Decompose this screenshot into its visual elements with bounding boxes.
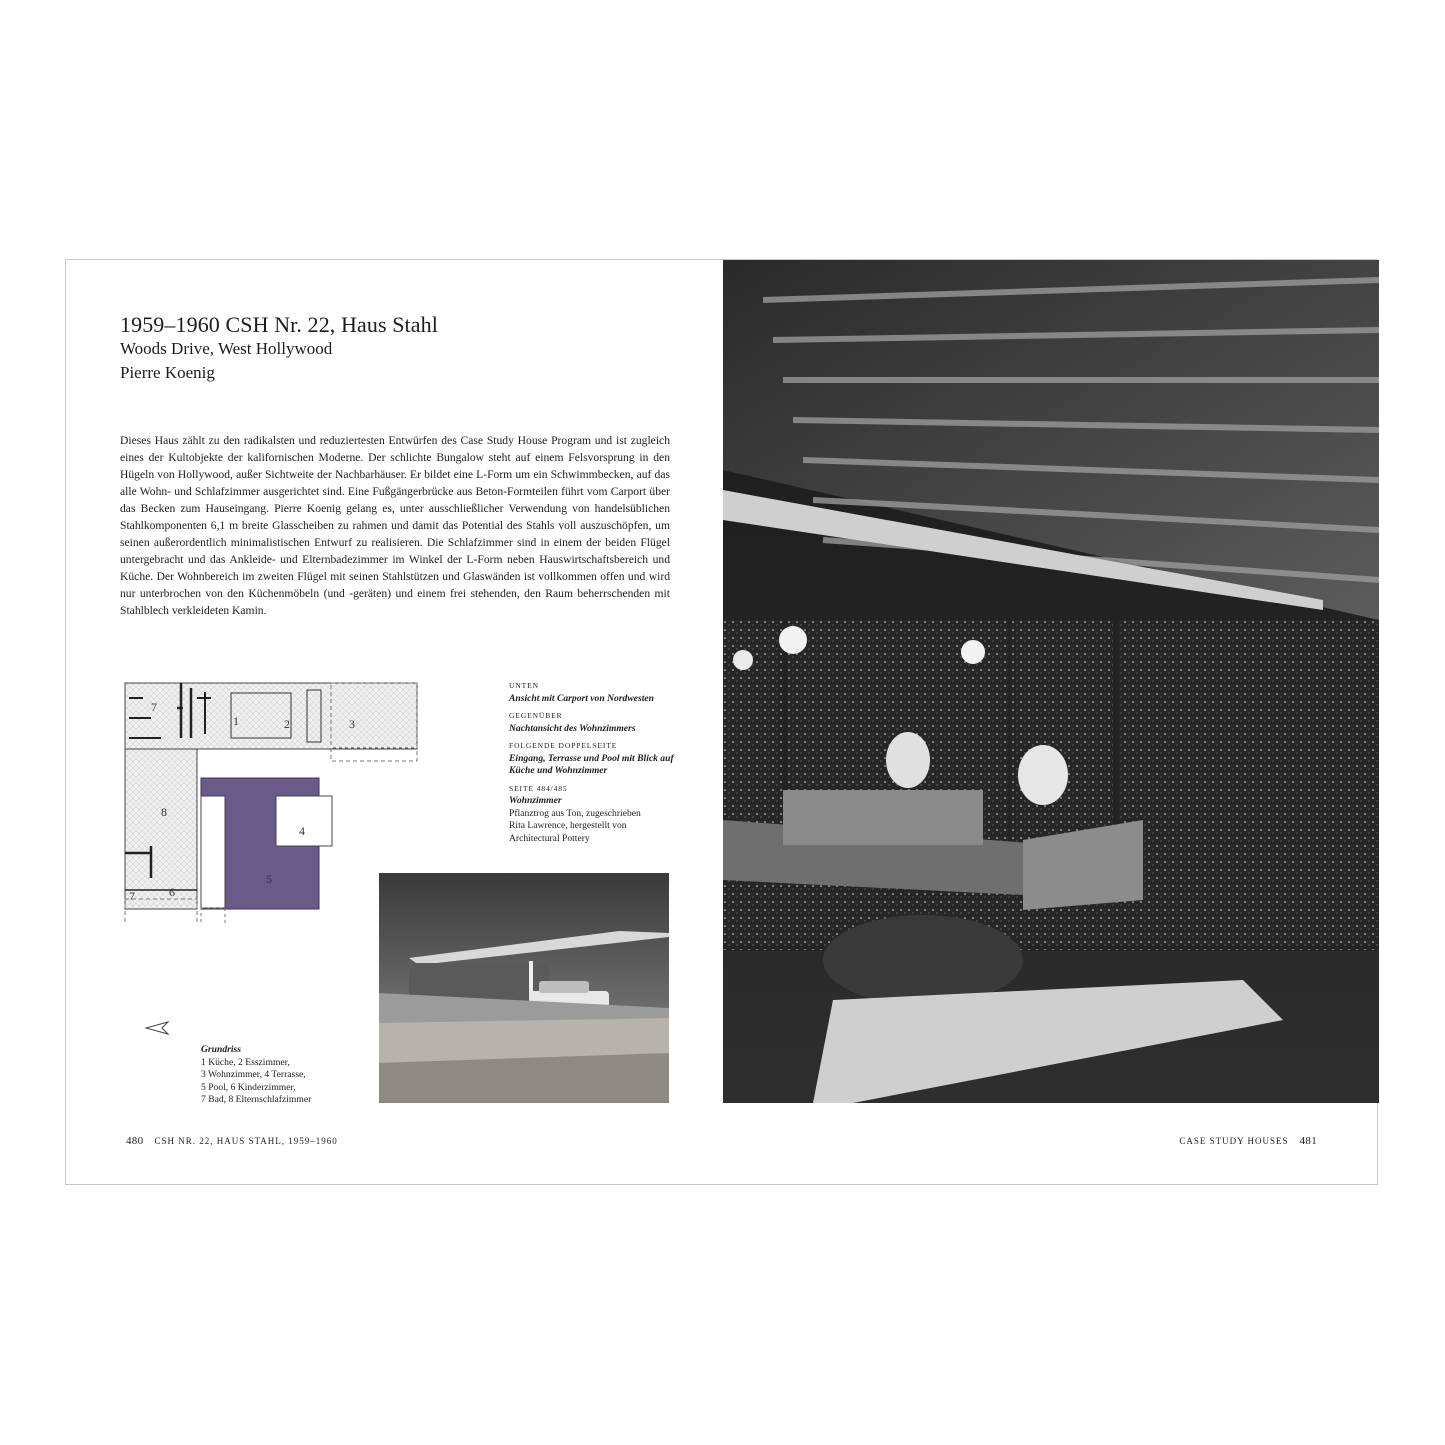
north-arrow-icon [144,1020,170,1036]
caption-text: Ansicht mit Carport von Nordwesten [509,692,654,704]
page-number-left: 480 [126,1135,144,1147]
caption-text: Eingang, Terrasse und Pool mit Blick auf Küche und Wohnzimmer [509,752,674,776]
architect-subtitle: Pierre Koenig [120,363,215,382]
caption-label: GEGENÜBER [509,711,563,720]
svg-text:2: 2 [284,717,290,731]
svg-text:7: 7 [129,889,135,903]
caption-extra-line: Rita Lawrence, hergestellt von [509,820,627,831]
caption-extra-line: Architectural Pottery [509,832,590,844]
svg-text:5: 5 [266,872,272,886]
floorplan-caption-line: 7 Bad, 8 Elternschlafzimmer [201,1094,312,1105]
svg-text:6: 6 [169,885,175,899]
caption-label: FOLGENDE DOPPELSEITE [509,741,618,750]
svg-text:3: 3 [349,717,355,731]
page-title: 1959–1960 CSH Nr. 22, Haus Stahl [120,312,438,337]
carport-photo [379,873,669,1103]
floorplan-caption-line: 5 Pool, 6 Kinderzimmer, [201,1081,296,1093]
caption-text: Wohnzimmer [509,795,562,806]
folio-left [126,1135,338,1147]
floorplan-caption-line: 3 Wohnzimmer, 4 Terrasse, [201,1069,306,1080]
body-paragraph: Dieses Haus zählt zu den radikalsten und reduziertesten Entwürfen des Case Study House Program und ist zugleich eines der Kultobjekte der kalifornischen Moderne. Der schlichte Bungalow steht auf einem Felsvorsprung in den Hügeln von Hollywood, außer Sichtweite der Nachbarhäuser. Er bildet eine L-Form um ein Schwimmbecken, auf das alle Wohn- und Schlafzimmer ausgerichtet sind. Eine Fußgängerbrücke aus Beton-Formteilen führt vom Carport über das Becken zum Hauseingang. Pierre Koenig gelang es, unter ausschließlicher Verwendung von handelsüblichen Stahlkomponenten 6,1 m breite Glasscheiben zu rahmen und damit das Potential des Stahls voll auszuschöpfen, um seinen außerordentlich minimalistischen Entwurf zu realisieren. Die Schlafzimmer sind in einem der beiden Flügel untergebracht und das Ankleide- und Elternbadezimmer im Winkel der L-Form neben Hauswirtschaftsbereich und Küche. Der Wohnbereich im zweiten Flügel mit seinen Stahlstützen und Glaswänden ist vollkommen offen und wird nur unterbrochen von den Küchenmöbeln (und -geräten) und einem frei stehenden, den Raum beherrschenden mit Stahlblech verkleideten Kamin. [120,434,670,617]
floorplan-caption-line: 1 Küche, 2 Esszimmer, [201,1056,290,1068]
svg-text:8: 8 [161,805,167,819]
caption-extra-line: Pflanztrog aus Ton, zugeschrieben [509,807,641,819]
folio-right [1179,1135,1317,1147]
caption-text: Nachtansicht des Wohnzimmers [509,722,636,734]
svg-text:4: 4 [299,824,305,838]
living-room-night-photo [723,260,1379,1103]
location-subtitle: Woods Drive, West Hollywood [120,339,333,358]
running-head-left: CSH NR. 22, HAUS STAHL, 1959–1960 [154,1136,338,1146]
running-head-right: CASE STUDY HOUSES [1179,1136,1289,1146]
floor-plan-drawing [121,678,421,923]
caption-label: UNTEN [509,681,539,690]
page-number-right: 481 [1299,1135,1317,1147]
floor-plan [121,678,421,923]
book-spread [65,259,1378,1185]
body-text [120,432,670,619]
caption-label: SEITE 484/485 [509,783,568,793]
svg-text:1: 1 [233,714,239,728]
floorplan-caption-heading: Grundriss [201,1044,241,1055]
svg-text:7: 7 [151,700,157,714]
floorplan-caption [201,1044,311,1107]
caption-column [509,680,679,845]
